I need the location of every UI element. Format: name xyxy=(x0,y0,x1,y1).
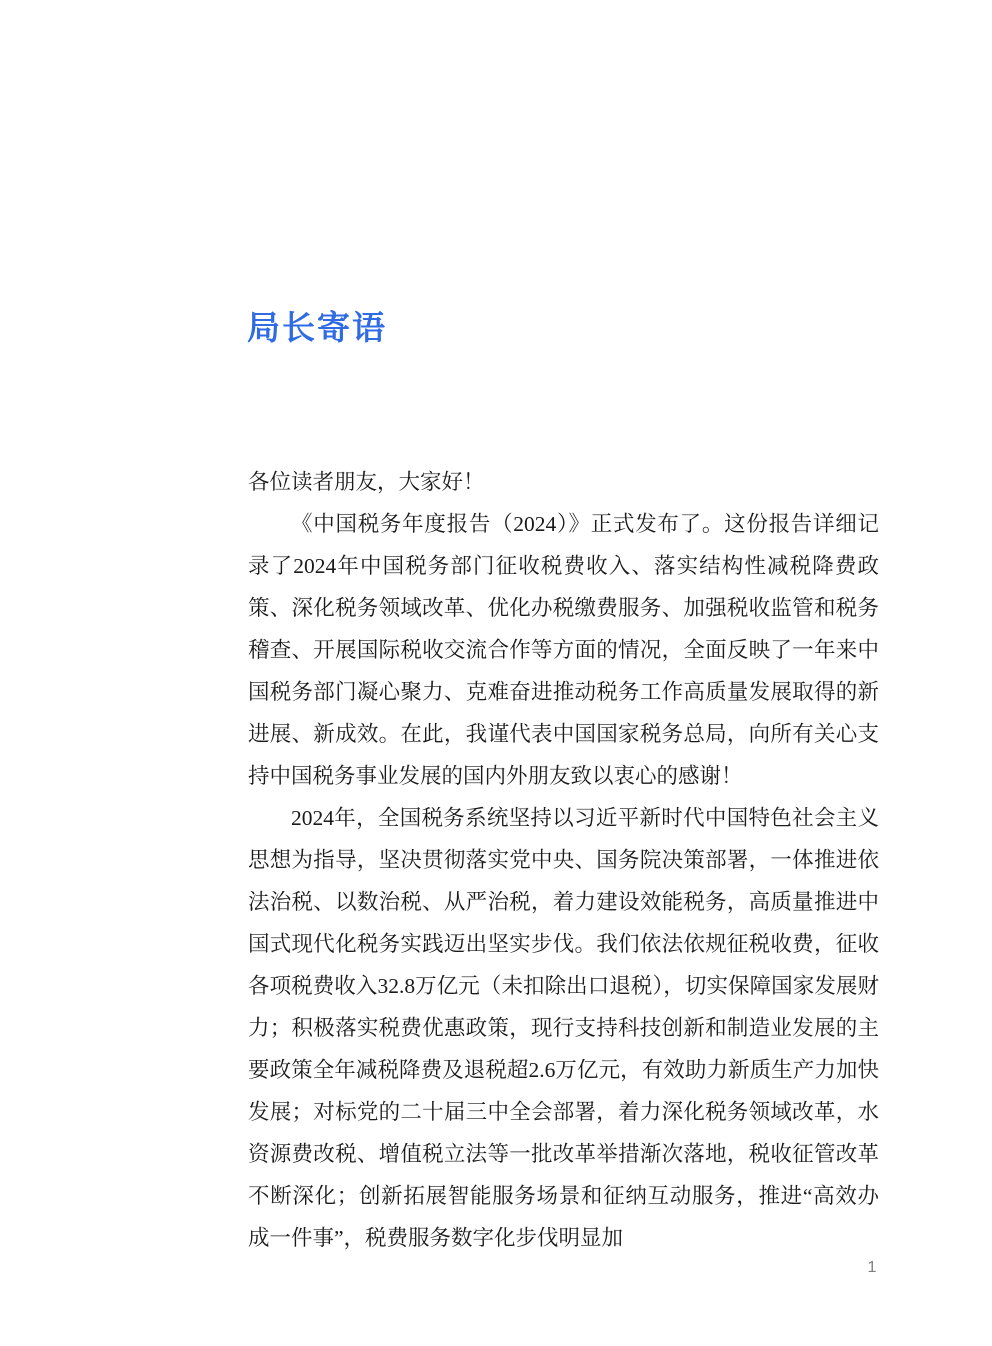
page-number: 1 xyxy=(867,1259,877,1276)
paragraph-2024-review: 2024年，全国税务系统坚持以习近平新时代中国特色社会主义思想为指导，坚决贯彻落实党中央、国务院决策部署，一体推进依法治税、以数治税、从严治税，着力建设效能税务，高质量推进中国式现代化税务实践迈出坚实步伐。我们依法依规征税收费，征收各项税费收入32.8万亿元（未扣除出口退税），切实保障国家发展财力；积极落实税费优惠政策，现行支持科技创新和制造业发展的主要政策全年减税降费及退税超2.6万亿元，有效助力新质生产力加快发展；对标党的二十届三中全会部署，着力深化税务领域改革，水资源费改税、增值税立法等一批改革举措渐次落地，税收征管改革不断深化；创新拓展智能服务场景和征纳互动服务，推进“高效办成一件事”，税费服务数字化步伐明显加 xyxy=(248,806,879,1250)
page-title: 局长寄语 xyxy=(247,309,387,346)
body-text xyxy=(248,461,879,1259)
paragraph-report-announcement: 《中国税务年度报告（2024）》正式发布了。这份报告详细记录了2024年中国税务部门征收税费收入、落实结构性减税降费政策、深化税务领域改革、优化办税缴费服务、加强税收监管和税务稽查、开展国际税收交流合作等方面的情况，全面反映了一年来中国税务部门凝心聚力、克难奋进推动税务工作高质量发展取得的新进展、新成效。在此，我谨代表中国国家税务总局，向所有关心支持中国税务事业发展的国内外朋友致以衷心的感谢！ xyxy=(248,512,879,788)
paragraph-greeting: 各位读者朋友，大家好！ xyxy=(248,470,485,494)
